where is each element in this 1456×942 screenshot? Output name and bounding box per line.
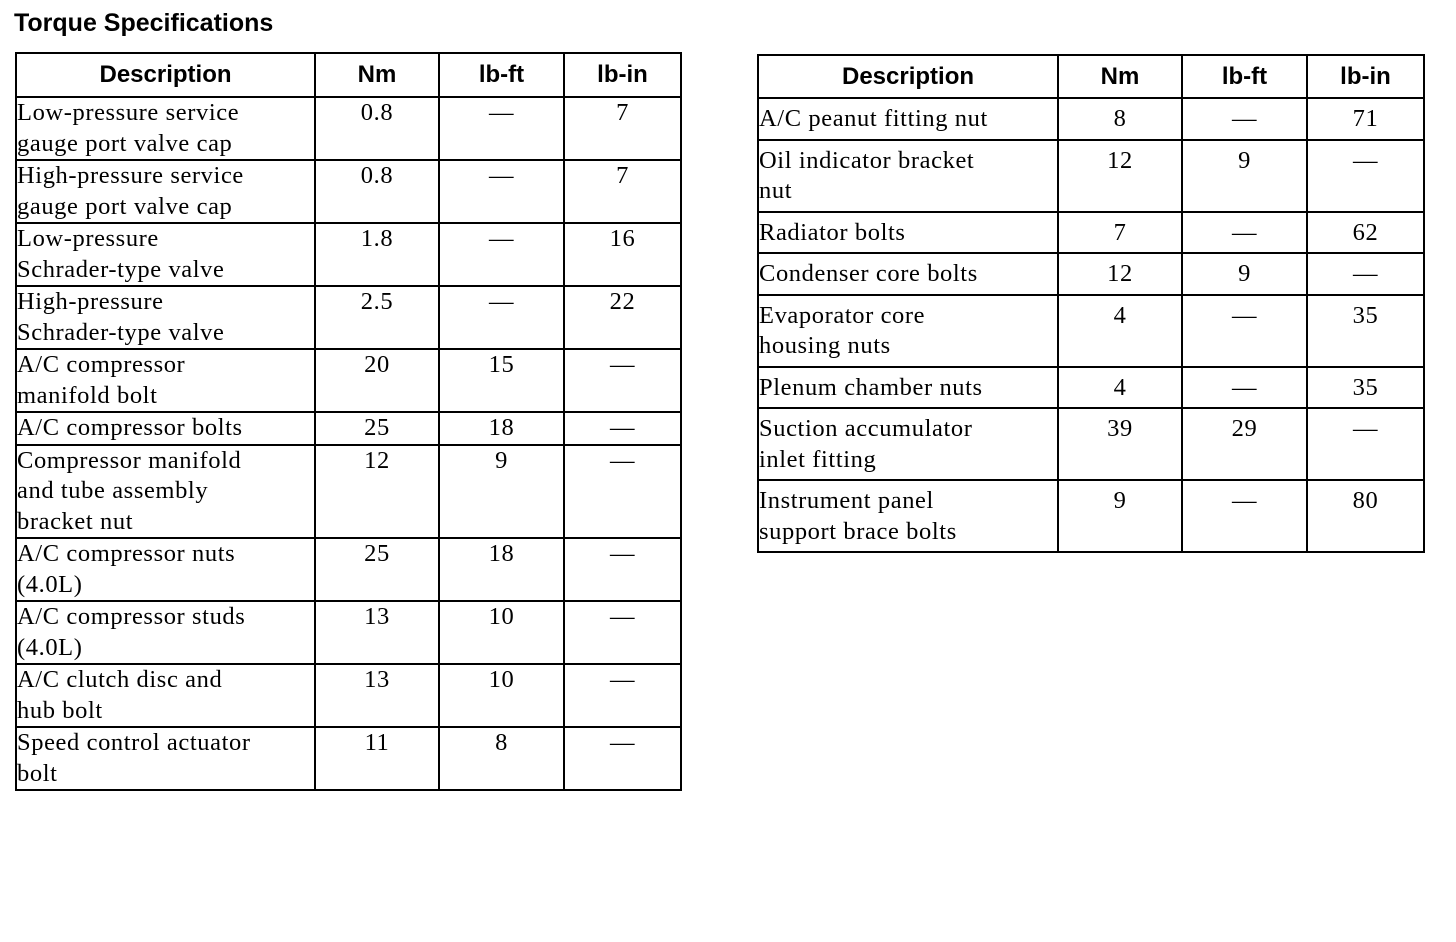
table-row xyxy=(758,295,1424,367)
table-row xyxy=(16,601,681,664)
nm-cell: 13 xyxy=(315,601,439,664)
header-row xyxy=(758,55,1424,98)
lb-ft-cell: 18 xyxy=(439,412,564,445)
table-row xyxy=(16,286,681,349)
description-cell: Low-pressure service gauge port valve cap xyxy=(16,97,315,160)
table-body xyxy=(758,98,1424,552)
description-cell: Speed control actuator bolt xyxy=(16,727,315,790)
table-row xyxy=(758,98,1424,140)
lb-ft-cell: 18 xyxy=(439,538,564,601)
nm-cell: 39 xyxy=(1058,408,1182,480)
header-lb-ft: lb-ft xyxy=(439,53,564,97)
lb-in-cell: 80 xyxy=(1307,480,1424,552)
lb-ft-cell: — xyxy=(1182,98,1307,140)
lb-in-cell: 7 xyxy=(564,160,681,223)
lb-in-cell: — xyxy=(564,445,681,539)
lb-ft-cell: — xyxy=(439,97,564,160)
lb-in-cell: 62 xyxy=(1307,212,1424,254)
table-row xyxy=(758,367,1424,409)
description-cell: Compressor manifold and tube assembly bracket nut xyxy=(16,445,315,539)
table-body xyxy=(16,97,681,790)
table-row xyxy=(16,445,681,539)
header-description: Description xyxy=(758,55,1058,98)
nm-cell: 9 xyxy=(1058,480,1182,552)
table-row xyxy=(16,160,681,223)
lb-in-cell: 35 xyxy=(1307,295,1424,367)
table-row xyxy=(758,480,1424,552)
lb-ft-cell: 10 xyxy=(439,664,564,727)
header-description: Description xyxy=(16,53,315,97)
lb-in-cell: — xyxy=(564,601,681,664)
header-nm: Nm xyxy=(315,53,439,97)
table-row xyxy=(758,212,1424,254)
table-row xyxy=(16,538,681,601)
lb-in-cell: — xyxy=(564,727,681,790)
nm-cell: 25 xyxy=(315,412,439,445)
nm-cell: 8 xyxy=(1058,98,1182,140)
page-title: Torque Specifications xyxy=(14,9,274,37)
description-cell: High-pressure Schrader-type valve xyxy=(16,286,315,349)
lb-ft-cell: 29 xyxy=(1182,408,1307,480)
nm-cell: 11 xyxy=(315,727,439,790)
nm-cell: 7 xyxy=(1058,212,1182,254)
table-row xyxy=(16,664,681,727)
lb-ft-cell: — xyxy=(439,286,564,349)
lb-ft-cell: 9 xyxy=(1182,253,1307,295)
description-cell: Radiator bolts xyxy=(758,212,1058,254)
table-row xyxy=(16,349,681,412)
lb-in-cell: — xyxy=(1307,140,1424,212)
description-cell: A/C compressor bolts xyxy=(16,412,315,445)
lb-in-cell: — xyxy=(564,664,681,727)
description-cell: A/C peanut fitting nut xyxy=(758,98,1058,140)
description-cell: A/C compressor manifold bolt xyxy=(16,349,315,412)
lb-ft-cell: 8 xyxy=(439,727,564,790)
lb-ft-cell: 15 xyxy=(439,349,564,412)
lb-ft-cell: 10 xyxy=(439,601,564,664)
lb-in-cell: — xyxy=(1307,253,1424,295)
nm-cell: 25 xyxy=(315,538,439,601)
header-lb-in: lb-in xyxy=(564,53,681,97)
lb-in-cell: — xyxy=(564,538,681,601)
lb-in-cell: 22 xyxy=(564,286,681,349)
nm-cell: 0.8 xyxy=(315,160,439,223)
torque-table-left xyxy=(15,52,682,791)
description-cell: Plenum chamber nuts xyxy=(758,367,1058,409)
lb-in-cell: 16 xyxy=(564,223,681,286)
lb-ft-cell: — xyxy=(1182,367,1307,409)
lb-in-cell: 35 xyxy=(1307,367,1424,409)
table-row xyxy=(758,140,1424,212)
nm-cell: 12 xyxy=(1058,140,1182,212)
description-cell: Suction accumulator inlet fitting xyxy=(758,408,1058,480)
lb-ft-cell: — xyxy=(1182,212,1307,254)
table-row xyxy=(758,408,1424,480)
nm-cell: 20 xyxy=(315,349,439,412)
lb-in-cell: — xyxy=(564,349,681,412)
nm-cell: 12 xyxy=(315,445,439,539)
nm-cell: 1.8 xyxy=(315,223,439,286)
lb-ft-cell: 9 xyxy=(1182,140,1307,212)
lb-ft-cell: — xyxy=(1182,480,1307,552)
torque-table-right xyxy=(757,54,1425,553)
nm-cell: 4 xyxy=(1058,367,1182,409)
lb-ft-cell: 9 xyxy=(439,445,564,539)
lb-in-cell: — xyxy=(1307,408,1424,480)
table-row xyxy=(16,97,681,160)
description-cell: High-pressure service gauge port valve cap xyxy=(16,160,315,223)
lb-in-cell: — xyxy=(564,412,681,445)
description-cell: Evaporator core housing nuts xyxy=(758,295,1058,367)
nm-cell: 13 xyxy=(315,664,439,727)
description-cell: Oil indicator bracket nut xyxy=(758,140,1058,212)
lb-in-cell: 7 xyxy=(564,97,681,160)
header-lb-ft: lb-ft xyxy=(1182,55,1307,98)
lb-ft-cell: — xyxy=(439,223,564,286)
nm-cell: 2.5 xyxy=(315,286,439,349)
lb-ft-cell: — xyxy=(1182,295,1307,367)
lb-ft-cell: — xyxy=(439,160,564,223)
description-cell: A/C compressor nuts (4.0L) xyxy=(16,538,315,601)
header-lb-in: lb-in xyxy=(1307,55,1424,98)
lb-in-cell: 71 xyxy=(1307,98,1424,140)
header-row xyxy=(16,53,681,97)
description-cell: A/C compressor studs (4.0L) xyxy=(16,601,315,664)
header-nm: Nm xyxy=(1058,55,1182,98)
description-cell: Low-pressure Schrader-type valve xyxy=(16,223,315,286)
nm-cell: 0.8 xyxy=(315,97,439,160)
nm-cell: 12 xyxy=(1058,253,1182,295)
description-cell: Instrument panel support brace bolts xyxy=(758,480,1058,552)
description-cell: Condenser core bolts xyxy=(758,253,1058,295)
nm-cell: 4 xyxy=(1058,295,1182,367)
table-row xyxy=(758,253,1424,295)
table-row xyxy=(16,223,681,286)
table-row xyxy=(16,727,681,790)
table-row xyxy=(16,412,681,445)
description-cell: A/C clutch disc and hub bolt xyxy=(16,664,315,727)
